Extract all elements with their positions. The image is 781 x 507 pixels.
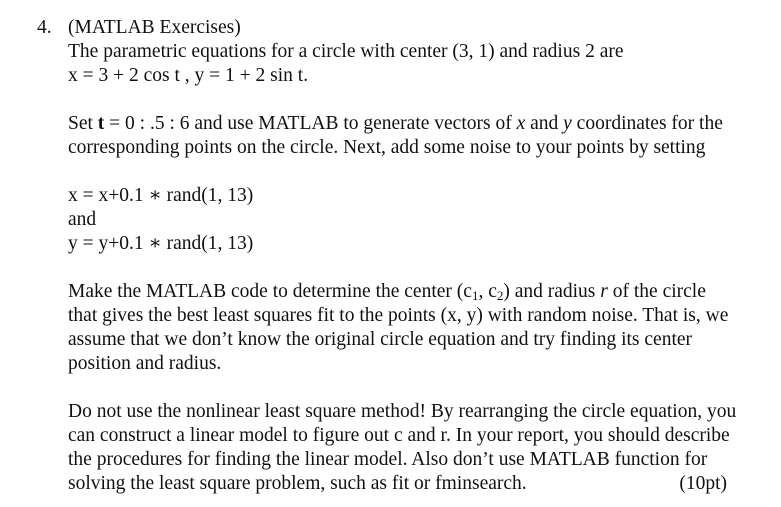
make-text-d: of the circle bbox=[607, 281, 706, 302]
code-y-noise: y = y+0.1 ∗ rand(1, 13) bbox=[68, 233, 254, 254]
make-line-4: position and radius. bbox=[68, 353, 222, 374]
note-line-4: solving the least square problem, such as fit or fminsearch. bbox=[68, 473, 527, 494]
set-variable-y: y bbox=[563, 113, 572, 134]
note-line-2: can construct a linear model to figure out c and r. In your report, you should describe bbox=[68, 425, 730, 446]
set-text-c: and bbox=[525, 113, 564, 134]
make-line-1 bbox=[68, 280, 706, 304]
set-text-a: Set bbox=[68, 113, 98, 134]
set-instruction-line-2: corresponding points on the circle. Next, add some noise to your points by setting bbox=[68, 137, 706, 158]
problem-heading: (MATLAB Exercises) bbox=[68, 17, 241, 38]
note-line-4-row bbox=[68, 472, 758, 495]
code-and: and bbox=[68, 209, 97, 230]
set-variable-x: x bbox=[516, 113, 526, 134]
make-text-b: , c bbox=[478, 281, 497, 302]
problem-number: 4. bbox=[37, 17, 52, 38]
note-line-1: Do not use the nonlinear least square method! By rearranging the circle equation, you bbox=[68, 401, 737, 422]
note-line-3: the procedures for finding the linear model. Also don’t use MATLAB function for bbox=[68, 449, 708, 470]
make-line-3: assume that we don’t know the original circle equation and try finding its center bbox=[68, 329, 693, 350]
intro-line-1: The parametric equations for a circle with center (3, 1) and radius 2 are bbox=[68, 41, 624, 62]
points-value: (10pt) bbox=[679, 473, 727, 494]
make-variable-r: r bbox=[600, 281, 608, 302]
set-text-b: = 0 : .5 : 6 and use MATLAB to generate vectors of bbox=[104, 113, 517, 134]
intro-line-2: x = 3 + 2 cos t , y = 1 + 2 sin t. bbox=[68, 65, 309, 86]
make-line-2: that gives the best least squares fit to the points (x, y) with random noise. That is, we bbox=[68, 305, 729, 326]
make-subscript-1: 1 bbox=[471, 288, 479, 303]
make-subscript-2: 2 bbox=[496, 288, 504, 303]
set-instruction-line-1 bbox=[68, 112, 723, 135]
make-text-a: Make the MATLAB code to determine the center (c bbox=[68, 281, 472, 302]
code-x-noise: x = x+0.1 ∗ rand(1, 13) bbox=[68, 185, 254, 206]
set-text-d: coordinates for the bbox=[571, 113, 723, 134]
make-text-c: ) and radius bbox=[503, 281, 601, 302]
set-variable-t: t bbox=[97, 113, 105, 134]
